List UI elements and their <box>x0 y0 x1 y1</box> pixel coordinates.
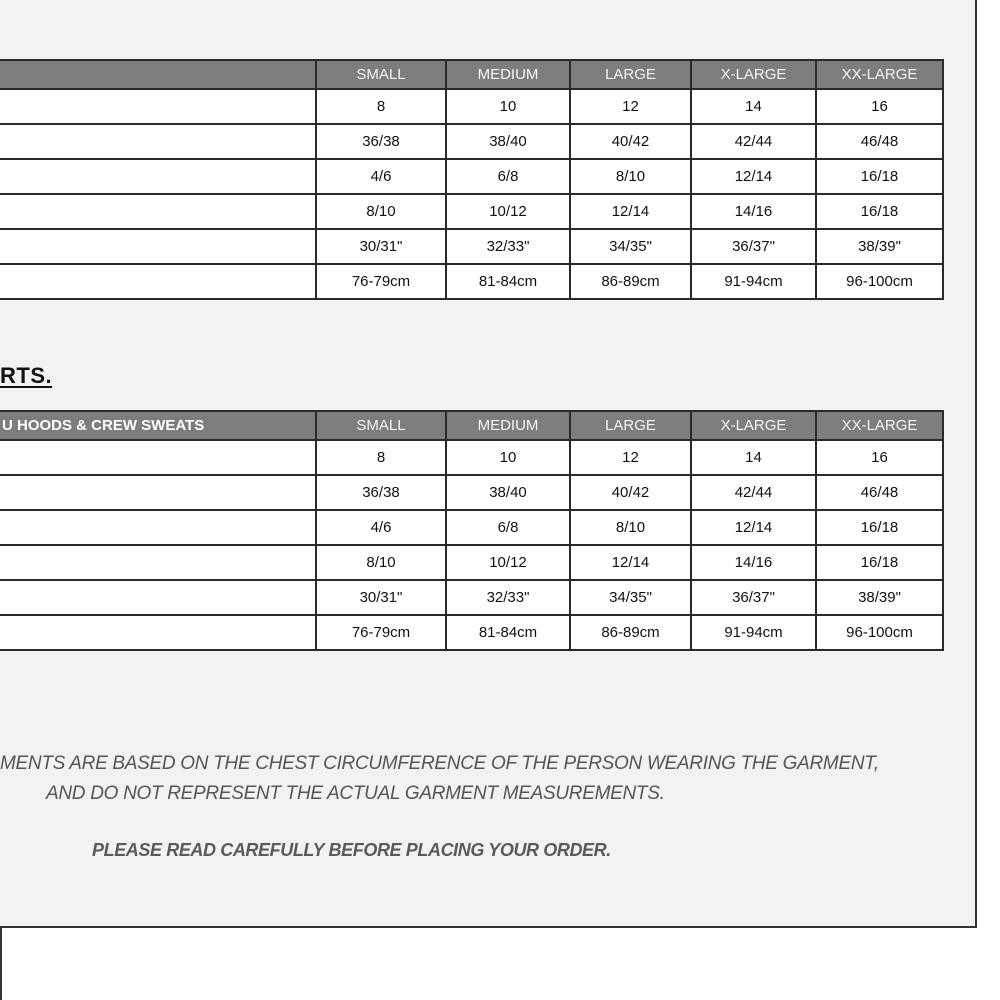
row-label <box>0 615 316 650</box>
table-body <box>0 89 943 299</box>
table-row <box>0 194 943 229</box>
row-label <box>0 440 316 475</box>
size-value-cell: 12/14 <box>570 194 691 229</box>
row-label <box>0 545 316 580</box>
size-header-large: LARGE <box>570 411 691 440</box>
size-value-cell: 96-100cm <box>816 615 943 650</box>
size-value-cell: 91-94cm <box>691 264 816 299</box>
size-value-cell: 8 <box>316 440 446 475</box>
order-warning-note: PLEASE READ CAREFULLY BEFORE PLACING YOUR ORDER. <box>92 840 611 860</box>
size-value-cell: 38/40 <box>446 124 570 159</box>
table-row <box>0 440 943 475</box>
size-header-xx-large: XX-LARGE <box>816 411 943 440</box>
size-value-cell: 81-84cm <box>446 264 570 299</box>
size-value-cell: 36/38 <box>316 124 446 159</box>
row-label <box>0 580 316 615</box>
size-value-cell: 76-79cm <box>316 615 446 650</box>
size-value-cell: 30/31" <box>316 580 446 615</box>
size-value-cell: 12 <box>570 89 691 124</box>
table-label-header: U HOODS & CREW SWEATS <box>0 411 316 440</box>
size-value-cell: 46/48 <box>816 124 943 159</box>
table-row <box>0 615 943 650</box>
row-label <box>0 89 316 124</box>
size-value-cell: 16/18 <box>816 510 943 545</box>
size-value-cell: 16 <box>816 89 943 124</box>
size-value-cell: 12 <box>570 440 691 475</box>
size-value-cell: 34/35" <box>570 229 691 264</box>
size-value-cell: 34/35" <box>570 580 691 615</box>
size-value-cell: 8 <box>316 89 446 124</box>
size-value-cell: 38/39" <box>816 580 943 615</box>
size-value-cell: 86-89cm <box>570 264 691 299</box>
size-value-cell: 42/44 <box>691 124 816 159</box>
size-value-cell: 76-79cm <box>316 264 446 299</box>
table-row <box>0 124 943 159</box>
row-label <box>0 159 316 194</box>
size-value-cell: 6/8 <box>446 510 570 545</box>
table-row <box>0 580 943 615</box>
size-table-top <box>0 59 944 300</box>
size-value-cell: 38/40 <box>446 475 570 510</box>
size-table-bottom <box>0 410 944 651</box>
size-value-cell: 8/10 <box>316 194 446 229</box>
size-value-cell: 8/10 <box>570 510 691 545</box>
size-value-cell: 10 <box>446 440 570 475</box>
size-value-cell: 32/33" <box>446 229 570 264</box>
table-header-row <box>0 411 943 440</box>
size-value-cell: 14 <box>691 440 816 475</box>
size-value-cell: 10/12 <box>446 545 570 580</box>
row-label <box>0 124 316 159</box>
size-value-cell: 32/33" <box>446 580 570 615</box>
row-label <box>0 229 316 264</box>
size-value-cell: 40/42 <box>570 124 691 159</box>
size-value-cell: 38/39" <box>816 229 943 264</box>
size-value-cell: 16/18 <box>816 194 943 229</box>
table-body <box>0 440 943 650</box>
row-label <box>0 475 316 510</box>
row-label <box>0 194 316 229</box>
size-value-cell: 16/18 <box>816 159 943 194</box>
size-value-cell: 30/31" <box>316 229 446 264</box>
table-row <box>0 264 943 299</box>
size-header-xx-large: XX-LARGE <box>816 60 943 89</box>
row-label <box>0 264 316 299</box>
size-value-cell: 86-89cm <box>570 615 691 650</box>
size-value-cell: 14/16 <box>691 545 816 580</box>
size-value-cell: 12/14 <box>691 510 816 545</box>
size-value-cell: 46/48 <box>816 475 943 510</box>
size-value-cell: 6/8 <box>446 159 570 194</box>
page-edge-rule <box>0 926 2 1000</box>
size-header-small: SMALL <box>316 411 446 440</box>
size-value-cell: 4/6 <box>316 159 446 194</box>
size-value-cell: 36/37" <box>691 580 816 615</box>
size-value-cell: 36/38 <box>316 475 446 510</box>
measurement-note-line-1: MENTS ARE BASED ON THE CHEST CIRCUMFERENCE OF THE PERSON WEARING THE GARMENT, <box>0 753 879 774</box>
size-value-cell: 96-100cm <box>816 264 943 299</box>
size-value-cell: 10/12 <box>446 194 570 229</box>
size-value-cell: 91-94cm <box>691 615 816 650</box>
size-header-x-large: X-LARGE <box>691 60 816 89</box>
size-header-medium: MEDIUM <box>446 411 570 440</box>
table-row <box>0 159 943 194</box>
size-value-cell: 36/37" <box>691 229 816 264</box>
size-value-cell: 8/10 <box>570 159 691 194</box>
size-value-cell: 12/14 <box>691 159 816 194</box>
table-row <box>0 510 943 545</box>
size-value-cell: 42/44 <box>691 475 816 510</box>
size-value-cell: 14/16 <box>691 194 816 229</box>
table-label-header <box>0 60 316 89</box>
table-row <box>0 229 943 264</box>
size-value-cell: 14 <box>691 89 816 124</box>
table-row <box>0 89 943 124</box>
size-header-small: SMALL <box>316 60 446 89</box>
size-value-cell: 40/42 <box>570 475 691 510</box>
size-value-cell: 16 <box>816 440 943 475</box>
table-row <box>0 475 943 510</box>
size-value-cell: 12/14 <box>570 545 691 580</box>
size-value-cell: 4/6 <box>316 510 446 545</box>
size-value-cell: 8/10 <box>316 545 446 580</box>
size-header-medium: MEDIUM <box>446 60 570 89</box>
row-label <box>0 510 316 545</box>
size-value-cell: 81-84cm <box>446 615 570 650</box>
table-row <box>0 545 943 580</box>
section-heading: RTS. <box>0 363 53 388</box>
size-header-large: LARGE <box>570 60 691 89</box>
size-value-cell: 10 <box>446 89 570 124</box>
size-header-x-large: X-LARGE <box>691 411 816 440</box>
measurement-note-line-2: AND DO NOT REPRESENT THE ACTUAL GARMENT MEASUREMENTS. <box>46 783 665 804</box>
table-header-row <box>0 60 943 89</box>
size-value-cell: 16/18 <box>816 545 943 580</box>
